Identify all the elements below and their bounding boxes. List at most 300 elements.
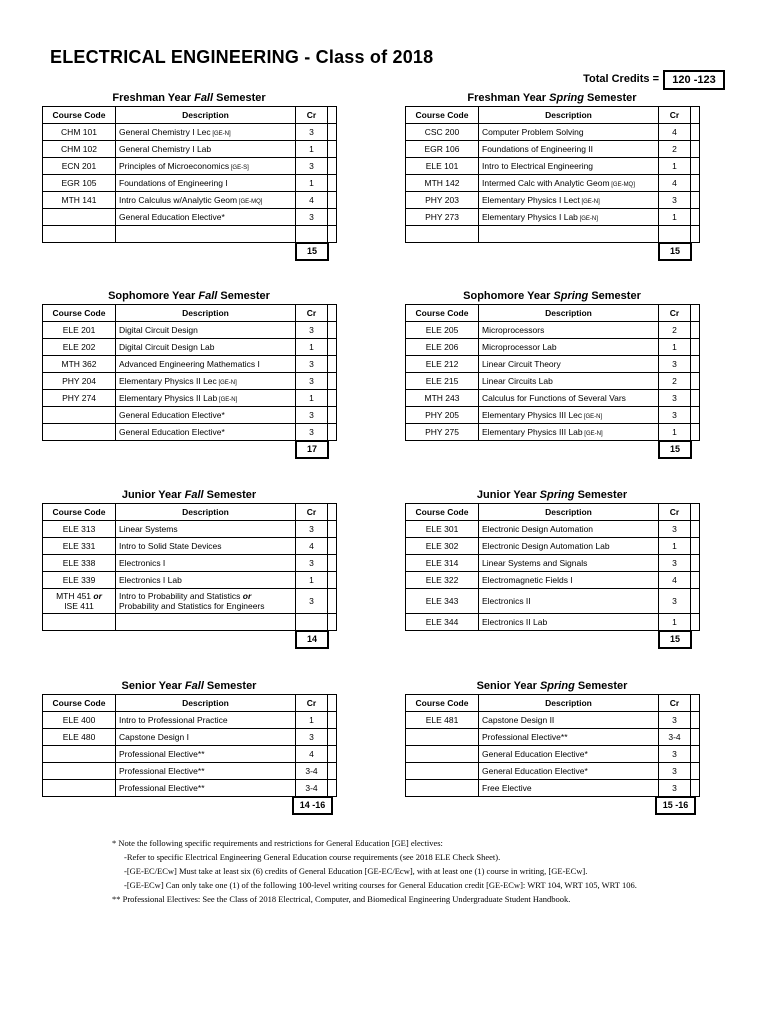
ge-tag: [GE-N] xyxy=(579,199,600,205)
course-credits: 3 xyxy=(296,373,328,390)
semester-total-row xyxy=(405,441,699,458)
semester-suffix: Semester xyxy=(203,680,257,692)
course-code: PHY 203 xyxy=(406,192,479,209)
table-row xyxy=(43,712,337,729)
course-code: MTH 243 xyxy=(406,390,479,407)
table-row xyxy=(43,521,337,538)
table-row xyxy=(406,141,700,158)
course-code: MTH 362 xyxy=(43,356,116,373)
course-description: General Education Elective* xyxy=(116,407,296,424)
course-description: Electronic Design Automation xyxy=(479,521,659,538)
course-code: ELE 212 xyxy=(406,356,479,373)
course-credits: 1 xyxy=(296,572,328,589)
course-description: General Education Elective* xyxy=(479,746,659,763)
semester-total-row xyxy=(42,243,336,260)
course-code xyxy=(43,226,116,243)
semester-term: Spring xyxy=(539,489,575,501)
course-credits: 2 xyxy=(659,322,691,339)
course-code: ELE 314 xyxy=(406,555,479,572)
course-check xyxy=(328,209,337,226)
table-row xyxy=(406,538,700,555)
course-description: Computer Problem Solving xyxy=(479,124,659,141)
table-row xyxy=(406,124,700,141)
table-row xyxy=(43,339,337,356)
course-desc-primary: Intro to Probability and Statistics xyxy=(119,591,243,601)
course-credits: 3-4 xyxy=(296,763,328,780)
ge-tag: [GE-N] xyxy=(216,380,237,386)
table-row xyxy=(43,589,337,614)
semester-total-row xyxy=(405,243,699,260)
semester-title xyxy=(42,678,336,694)
course-check xyxy=(328,175,337,192)
course-credits: 1 xyxy=(659,614,691,631)
table-row xyxy=(406,390,700,407)
course-credits: 1 xyxy=(659,158,691,175)
semester-sophomore-year-fall xyxy=(42,288,336,458)
course-check xyxy=(691,141,700,158)
header-course-code: Course Code xyxy=(406,305,479,322)
course-description: Elementary Physics I Lab [GE-N] xyxy=(479,209,659,226)
course-check xyxy=(691,226,700,243)
semester-junior-year-spring xyxy=(405,487,699,648)
course-check xyxy=(328,572,337,589)
course-code: ELE 344 xyxy=(406,614,479,631)
semester-year: Freshman Year xyxy=(112,92,195,104)
table-row xyxy=(43,356,337,373)
course-code: ELE 480 xyxy=(43,729,116,746)
course-code: PHY 204 xyxy=(43,373,116,390)
course-check xyxy=(691,763,700,780)
course-credits: 3 xyxy=(296,407,328,424)
course-check xyxy=(691,521,700,538)
course-credits: 4 xyxy=(296,192,328,209)
header-description: Description xyxy=(479,504,659,521)
course-description: Linear Circuit Theory xyxy=(479,356,659,373)
course-description: Calculus for Functions of Several Vars xyxy=(479,390,659,407)
note-ge-ecw: -[GE-ECw] Can only take one (1) of the following 100-level writing courses for General Education credit [GE-ECw]: WRT 104, WRT 105, WRT 106. xyxy=(124,880,637,890)
header-check xyxy=(328,305,337,322)
course-credits: 3 xyxy=(659,521,691,538)
ge-tag: [GE-N] xyxy=(217,397,238,403)
course-code-primary: MTH 451 xyxy=(56,591,94,601)
course-description: Professional Elective** xyxy=(479,729,659,746)
table-row xyxy=(43,373,337,390)
header-course-code: Course Code xyxy=(406,107,479,124)
course-check xyxy=(328,192,337,209)
course-credits: 3 xyxy=(296,521,328,538)
semester-title xyxy=(42,487,336,503)
course-check xyxy=(328,390,337,407)
course-code: PHY 205 xyxy=(406,407,479,424)
course-credits: 2 xyxy=(659,141,691,158)
header-description: Description xyxy=(116,107,296,124)
course-credits: 4 xyxy=(659,175,691,192)
semester-total: 15 xyxy=(295,243,329,261)
course-code xyxy=(43,209,116,226)
table-row xyxy=(43,555,337,572)
course-check xyxy=(328,424,337,441)
course-credits: 1 xyxy=(296,390,328,407)
table-row xyxy=(43,124,337,141)
note-ge-specific: -Refer to specific Electrical Engineering General Education course requirements (see 2018 ELE Check Sheet). xyxy=(124,852,501,862)
course-description: Intro Calculus w/Analytic Geom [GE-MQ] xyxy=(116,192,296,209)
table-header xyxy=(43,504,337,521)
course-description: Intro to Solid State Devices xyxy=(116,538,296,555)
page-title: ELECTRICAL ENGINEERING - Class of 2018 xyxy=(50,47,434,67)
course-credits: 1 xyxy=(659,339,691,356)
course-credits xyxy=(659,226,691,243)
course-description: General Education Elective* xyxy=(479,763,659,780)
course-description: Electronics I xyxy=(116,555,296,572)
course-description: Electronic Design Automation Lab xyxy=(479,538,659,555)
semester-sophomore-year-spring xyxy=(405,288,699,458)
semester-freshman-year-spring xyxy=(405,90,699,260)
table-row xyxy=(406,424,700,441)
course-credits: 3 xyxy=(296,424,328,441)
semester-suffix: Semester xyxy=(217,290,270,302)
table-row xyxy=(406,572,700,589)
table-row xyxy=(43,424,337,441)
course-description xyxy=(479,226,659,243)
header-course-code: Course Code xyxy=(43,305,116,322)
course-description: Professional Elective** xyxy=(116,780,296,797)
header-cr: Cr xyxy=(659,504,691,521)
table-header xyxy=(406,305,700,322)
course-description: Linear Circuits Lab xyxy=(479,373,659,390)
course-check xyxy=(328,589,337,614)
table-header xyxy=(43,695,337,712)
course-check xyxy=(691,780,700,797)
header-description: Description xyxy=(479,107,659,124)
course-code: MTH 142 xyxy=(406,175,479,192)
table-row xyxy=(406,614,700,631)
semester-term: Fall xyxy=(198,290,218,302)
header-description: Description xyxy=(116,305,296,322)
table-row xyxy=(406,763,700,780)
header-check xyxy=(691,305,700,322)
total-credits-value: 120 -123 xyxy=(663,70,725,90)
course-code: ELE 301 xyxy=(406,521,479,538)
semester-title xyxy=(42,288,336,304)
semester-senior-year-spring xyxy=(405,678,699,814)
course-code: ELE 313 xyxy=(43,521,116,538)
course-code: ELE 400 xyxy=(43,712,116,729)
ge-tag: [GE-N] xyxy=(577,216,598,222)
course-check xyxy=(328,555,337,572)
semester-term: Fall xyxy=(184,680,204,692)
course-description: Electromagnetic Fields I xyxy=(479,572,659,589)
course-check xyxy=(328,407,337,424)
course-table xyxy=(405,106,700,243)
table-row xyxy=(43,763,337,780)
semester-term: Fall xyxy=(194,92,214,104)
course-check xyxy=(691,373,700,390)
course-code: ELE 206 xyxy=(406,339,479,356)
course-code: CSC 200 xyxy=(406,124,479,141)
course-credits xyxy=(296,226,328,243)
course-credits: 3 xyxy=(659,407,691,424)
semester-total: 14 -16 xyxy=(292,797,333,815)
course-credits: 3 xyxy=(659,356,691,373)
course-description: Foundations of Engineering I xyxy=(116,175,296,192)
course-check xyxy=(328,322,337,339)
course-credits: 3 xyxy=(296,124,328,141)
table-row xyxy=(43,175,337,192)
semester-suffix: Semester xyxy=(574,489,628,501)
course-credits: 2 xyxy=(659,373,691,390)
course-code xyxy=(43,589,116,614)
course-table xyxy=(405,304,700,441)
course-credits: 1 xyxy=(659,538,691,555)
table-row xyxy=(406,407,700,424)
course-check xyxy=(691,356,700,373)
course-credits: 3 xyxy=(659,763,691,780)
course-check xyxy=(328,356,337,373)
table-header xyxy=(406,504,700,521)
header-course-code: Course Code xyxy=(406,695,479,712)
course-credits: 1 xyxy=(296,141,328,158)
course-credits: 3-4 xyxy=(659,729,691,746)
course-check xyxy=(691,322,700,339)
course-description: General Education Elective* xyxy=(116,209,296,226)
course-code: EGR 106 xyxy=(406,141,479,158)
header-check xyxy=(691,107,700,124)
course-code xyxy=(406,226,479,243)
course-desc-or: or xyxy=(242,591,252,601)
course-code: ELE 101 xyxy=(406,158,479,175)
table-row xyxy=(43,390,337,407)
table-row xyxy=(406,322,700,339)
ge-tag: [GE-MQ] xyxy=(609,182,635,188)
course-description: Principles of Microeconomics [GE-S] xyxy=(116,158,296,175)
course-code: CHM 102 xyxy=(43,141,116,158)
semester-year: Freshman Year xyxy=(467,92,550,104)
course-code: PHY 274 xyxy=(43,390,116,407)
course-check xyxy=(691,729,700,746)
header-description: Description xyxy=(479,695,659,712)
course-check xyxy=(691,746,700,763)
header-check xyxy=(691,695,700,712)
table-row xyxy=(43,780,337,797)
course-check xyxy=(691,538,700,555)
semester-title xyxy=(405,90,699,106)
semester-total: 17 xyxy=(295,441,329,459)
header-check xyxy=(328,695,337,712)
course-description: Intro to Electrical Engineering xyxy=(479,158,659,175)
course-check xyxy=(691,158,700,175)
header-course-code: Course Code xyxy=(43,107,116,124)
course-description: General Chemistry I Lab xyxy=(116,141,296,158)
course-code: CHM 101 xyxy=(43,124,116,141)
semester-suffix: Semester xyxy=(588,290,641,302)
course-code xyxy=(406,780,479,797)
semester-total-row xyxy=(405,631,699,648)
course-credits: 3 xyxy=(659,555,691,572)
course-check xyxy=(691,192,700,209)
course-description xyxy=(116,614,296,631)
course-code: EGR 105 xyxy=(43,175,116,192)
semester-total: 15 xyxy=(658,631,692,649)
course-table xyxy=(42,694,337,797)
semester-term: Spring xyxy=(549,92,584,104)
table-row xyxy=(406,356,700,373)
header-cr: Cr xyxy=(659,695,691,712)
course-credits: 1 xyxy=(659,209,691,226)
course-credits: 4 xyxy=(659,124,691,141)
course-credits: 3 xyxy=(659,780,691,797)
course-code: ELE 339 xyxy=(43,572,116,589)
course-check xyxy=(691,589,700,614)
course-credits: 3 xyxy=(659,746,691,763)
course-credits: 4 xyxy=(296,746,328,763)
course-check xyxy=(328,763,337,780)
course-check xyxy=(328,521,337,538)
semester-year: Senior Year xyxy=(476,680,540,692)
course-description: Electronics I Lab xyxy=(116,572,296,589)
course-code: ELE 338 xyxy=(43,555,116,572)
course-credits: 3 xyxy=(659,192,691,209)
table-row xyxy=(406,521,700,538)
course-code: ELE 331 xyxy=(43,538,116,555)
table-row xyxy=(406,746,700,763)
semester-suffix: Semester xyxy=(213,92,266,104)
ge-tag: [GE-N] xyxy=(582,431,603,437)
table-row xyxy=(406,226,700,243)
course-check xyxy=(328,538,337,555)
table-row xyxy=(43,538,337,555)
course-table xyxy=(405,694,700,797)
semester-title xyxy=(42,90,336,106)
header-cr: Cr xyxy=(659,305,691,322)
header-cr: Cr xyxy=(296,107,328,124)
course-description: Electronics II Lab xyxy=(479,614,659,631)
table-row xyxy=(43,141,337,158)
course-description: Elementary Physics II Lab [GE-N] xyxy=(116,390,296,407)
table-header xyxy=(406,107,700,124)
course-check xyxy=(328,158,337,175)
course-description: Free Elective xyxy=(479,780,659,797)
semester-year: Junior Year xyxy=(476,489,540,501)
table-row xyxy=(406,555,700,572)
semester-title xyxy=(405,487,699,503)
header-cr: Cr xyxy=(296,695,328,712)
course-check xyxy=(691,339,700,356)
course-table xyxy=(42,304,337,441)
course-description: Professional Elective** xyxy=(116,763,296,780)
header-course-code: Course Code xyxy=(406,504,479,521)
header-description: Description xyxy=(116,695,296,712)
total-credits-label: Total Credits = xyxy=(583,73,659,85)
course-table xyxy=(42,503,337,631)
course-check xyxy=(691,407,700,424)
semester-title xyxy=(405,678,699,694)
course-code-or: or xyxy=(93,591,102,601)
course-code: ELE 343 xyxy=(406,589,479,614)
course-check xyxy=(328,373,337,390)
header-check xyxy=(328,504,337,521)
course-description: Elementary Physics I Lect [GE-N] xyxy=(479,192,659,209)
course-code: ECN 201 xyxy=(43,158,116,175)
semester-year: Sophomore Year xyxy=(463,290,554,302)
table-row xyxy=(43,322,337,339)
course-credits: 3 xyxy=(296,209,328,226)
table-header xyxy=(406,695,700,712)
table-row xyxy=(43,158,337,175)
table-header xyxy=(43,305,337,322)
course-check xyxy=(328,141,337,158)
course-check xyxy=(691,124,700,141)
course-description: Professional Elective** xyxy=(116,746,296,763)
course-code xyxy=(43,424,116,441)
course-code xyxy=(406,763,479,780)
course-code: ELE 202 xyxy=(43,339,116,356)
header-check xyxy=(328,107,337,124)
course-description: Intermed Calc with Analytic Geom [GE-MQ] xyxy=(479,175,659,192)
course-description: Intro to Professional Practice xyxy=(116,712,296,729)
course-code: ELE 302 xyxy=(406,538,479,555)
course-check xyxy=(328,729,337,746)
course-code: PHY 273 xyxy=(406,209,479,226)
course-code xyxy=(43,407,116,424)
course-credits: 3 xyxy=(659,589,691,614)
course-code: ELE 322 xyxy=(406,572,479,589)
course-description xyxy=(116,226,296,243)
ge-tag: [GE-S] xyxy=(229,165,249,171)
course-credits: 1 xyxy=(296,339,328,356)
table-row xyxy=(43,192,337,209)
course-credits: 3 xyxy=(296,589,328,614)
header-course-code: Course Code xyxy=(43,695,116,712)
course-code: ELE 205 xyxy=(406,322,479,339)
course-description: Microprocessor Lab xyxy=(479,339,659,356)
semester-total: 14 xyxy=(295,631,329,649)
course-credits: 3 xyxy=(659,390,691,407)
course-code xyxy=(43,763,116,780)
course-description: Digital Circuit Design Lab xyxy=(116,339,296,356)
semester-junior-year-fall xyxy=(42,487,336,648)
course-credits: 4 xyxy=(659,572,691,589)
ge-tag: [GE-N] xyxy=(210,131,231,137)
course-table xyxy=(42,106,337,243)
table-row xyxy=(406,339,700,356)
semester-term: Spring xyxy=(539,680,575,692)
note-ge: * Note the following specific requirements and restrictions for General Education [GE] electives: xyxy=(112,838,443,848)
course-code: ELE 215 xyxy=(406,373,479,390)
course-description: Linear Systems and Signals xyxy=(479,555,659,572)
header-cr: Cr xyxy=(296,305,328,322)
table-row xyxy=(406,589,700,614)
course-code: MTH 141 xyxy=(43,192,116,209)
course-code: ELE 481 xyxy=(406,712,479,729)
header-description: Description xyxy=(479,305,659,322)
course-description: Elementary Physics III Lab [GE-N] xyxy=(479,424,659,441)
header-description: Description xyxy=(116,504,296,521)
table-row xyxy=(43,746,337,763)
course-code xyxy=(43,746,116,763)
course-check xyxy=(328,780,337,797)
semester-total: 15 xyxy=(658,441,692,459)
course-description: Elementary Physics III Lec [GE-N] xyxy=(479,407,659,424)
semester-total-row xyxy=(42,631,336,648)
table-row xyxy=(406,729,700,746)
course-check xyxy=(691,572,700,589)
course-description: Linear Systems xyxy=(116,521,296,538)
course-credits: 4 xyxy=(296,538,328,555)
course-credits: 1 xyxy=(296,712,328,729)
table-row xyxy=(43,226,337,243)
course-check xyxy=(328,712,337,729)
table-row xyxy=(43,572,337,589)
